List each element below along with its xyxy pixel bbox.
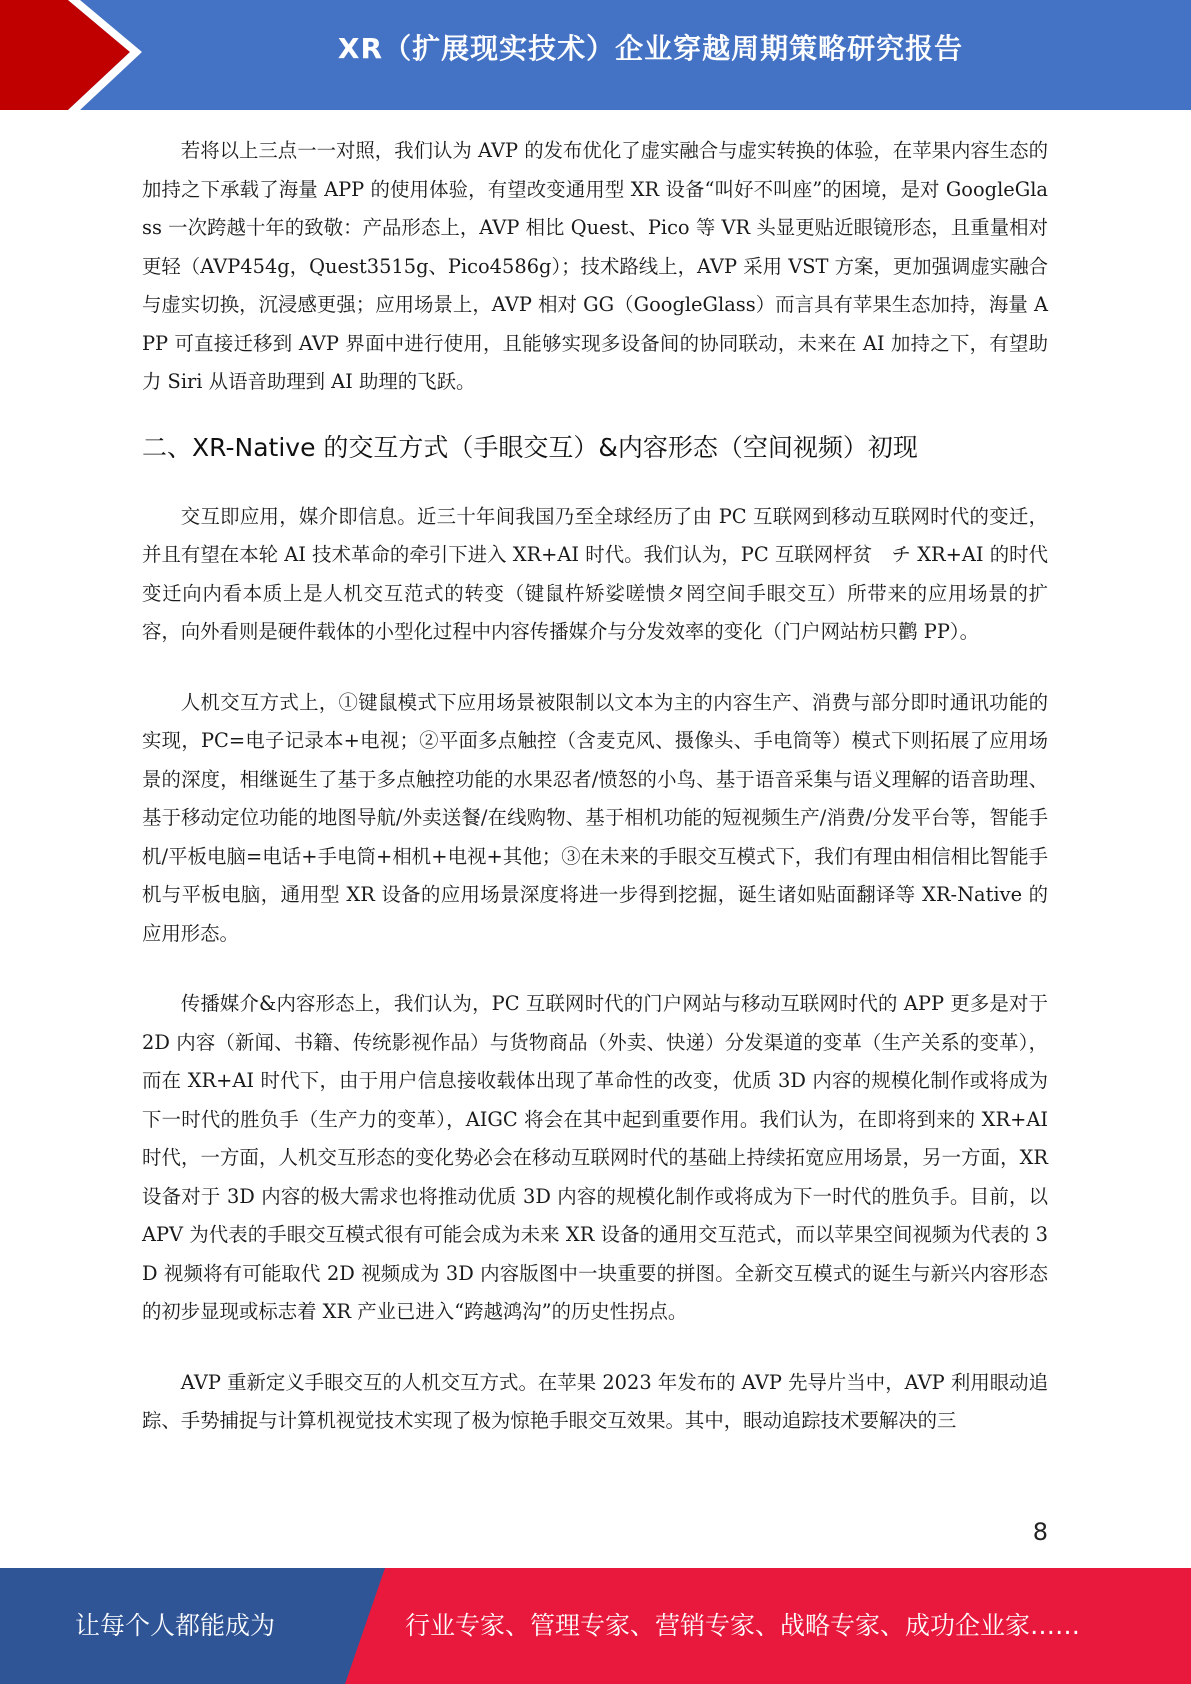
footer-slogan-left: 让每个人都能成为 <box>74 1611 275 1640</box>
footer-slogan-right: 行业专家、管理专家、营销专家、战略专家、成功企业家…… <box>404 1611 1080 1640</box>
page-footer <box>0 1568 1191 1684</box>
page-header <box>0 0 1191 110</box>
page-number: 8 <box>1032 1518 1048 1546</box>
paragraph-interaction-is-application: 交互即应用，媒介即信息。近三十年间我国乃至全球经历了由 PC 互联网到移动互联网时代的变迁，并且有望在本轮 AI 技术革命的牵引下进入 XR+AI 时代。我们认为，PC 互联网枰贫 チ XR+AI 的时代变迁向内看本质上是人机交互范式的转变（键鼠杵矫娑嗟愦タ罔空间手眼交互）所带来的应用场景的扩容，向外看则是硬件载体的小型化过程中内容传播媒介与分发效率的变化（门户网站枋只鹳 PP）。 <box>142 504 1048 643</box>
paragraph-avp-redefines-interaction: AVP 重新定义手眼交互的人机交互方式。在苹果 2023 年发布的 AVP 先导片当中，AVP 利用眼动追踪、手势捕捉与计算机视觉技术实现了极为惊艳手眼交互效果。其中，眼动追踪技术要解决的三 <box>142 1370 1048 1432</box>
paragraph-human-computer-interaction: 人机交互方式上，①键鼠模式下应用场景被限制以文本为主的内容生产、消费与部分即时通讯功能的实现，PC=电子记录本+电视；②平面多点触控（含麦克风、摄像头、手电筒等）模式下则拓展了应用场景的深度，相继诞生了基于多点触控功能的水果忍者/愤怒的小鸟、基于语音采集与语义理解的语音助理、基于移动定位功能的地图导航/外卖送餐/在线购物、基于相机功能的短视频生产/消费/分发平台等，智能手机/平板电脑=电话+手电筒+相机+电视+其他；③在未来的手眼交互模式下，我们有理由相信相比智能手机与平板电脑，通用型 XR 设备的应用场景深度将进一步得到挖掘，诞生诸如贴面翻译等 XR-Native 的应用形态。 <box>142 690 1048 945</box>
paragraph-avp-comparison: 若将以上三点一一对照，我们认为 AVP 的发布优化了虚实融合与虚实转换的体验，在苹果内容生态的加持之下承载了海量 APP 的使用体验，有望改变通用型 XR 设备“叫好不叫座”的困境，是对 GoogleGlass 一次跨越十年的致敬：产品形态上，AVP 相比 Quest、Pico 等 VR 头显更贴近眼镜形态，且重量相对更轻（AVP454g，Quest3515g、Pico4586g）；技术路线上，AVP 采用 VST 方案，更加强调虚实融合与虚实切换，沉浸感更强；应用场景上，AVP 相对 GG（GoogleGlass）而言具有苹果生态加持，海量 APP 可直接迁移到 AVP 界面中进行使用，且能够实现多设备间的协同联动，未来在 AI 加持之下，有望助力 Siri 从语音助理到 AI 助理的飞跃。 <box>142 139 1049 393</box>
section-heading: 二、XR-Native 的交互方式（手眼交互）&内容形态（空间视频）初现 <box>142 432 918 462</box>
report-title: XR（扩展现实技术）企业穿越周期策略研究报告 <box>337 32 964 65</box>
header-red-arrow-decoration <box>0 0 160 110</box>
paragraph-media-content-form: 传播媒介&内容形态上，我们认为，PC 互联网时代的门户网站与移动互联网时代的 APP 更多是对于 2D 内容（新闻、书籍、传统影视作品）与货物商品（外卖、快递）分发渠道的变革（生产关系的变革），而在 XR+AI 时代下，由于用户信息接收载体出现了革命性的改变，优质 3D 内容的规模化制作或将成为下一时代的胜负手（生产力的变革），AIGC 将会在其中起到重要作用。我们认为，在即将到来的 XR+AI 时代，一方面，人机交互形态的变化势必会在移动互联网时代的基础上持续拓宽应用场景，另一方面，XR 设备对于 3D 内容的极大需求也将推动优质 3D 内容的规模化制作或将成为下一时代的胜负手。目前，以 APV 为代表的手眼交互模式很有可能会成为未来 XR 设备的通用交互范式，而以苹果空间视频为代表的 3D 视频将有可能取代 2D 视频成为 3D 内容版图中一块重要的拼图。全新交互模式的诞生与新兴内容形态的初步显现或标志着 XR 产业已进入“跨越鸿沟”的历史性拐点。 <box>142 992 1048 1323</box>
document-body <box>142 132 1048 1441</box>
